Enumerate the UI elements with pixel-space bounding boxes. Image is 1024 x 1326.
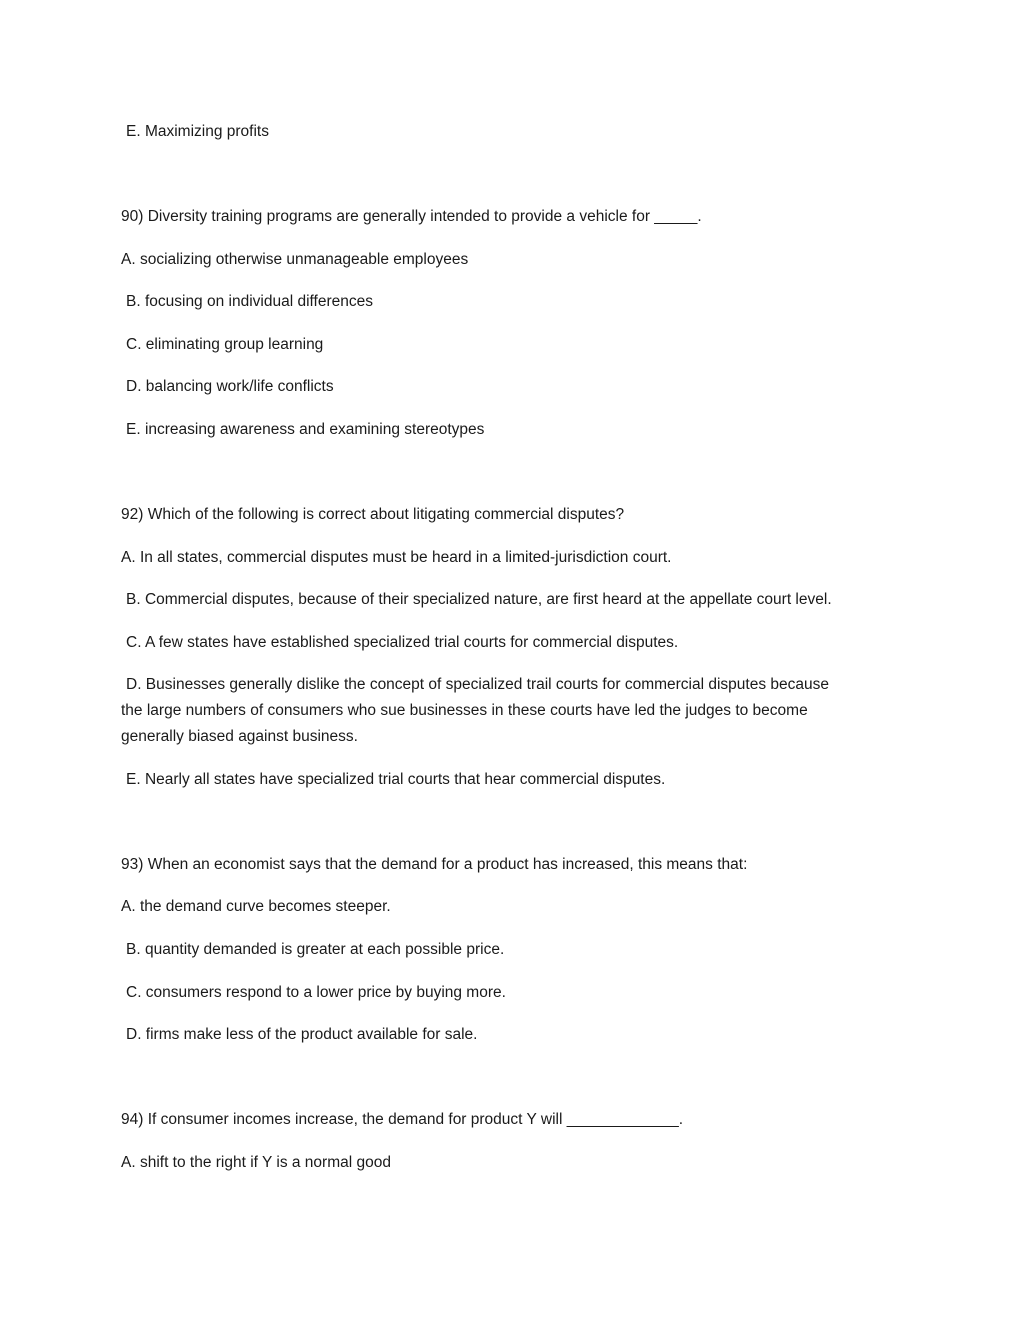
q92-option-d-line3: generally biased against business.: [121, 728, 358, 745]
q90-option-c: C. eliminating group learning: [126, 336, 324, 353]
q89-option-e: E. Maximizing profits: [126, 123, 269, 140]
q92-question: 92) Which of the following is correct about litigating commercial disputes?: [121, 506, 625, 523]
q90-option-e: E. increasing awareness and examining stereotypes: [126, 421, 485, 438]
q94-option-a: A. shift to the right if Y is a normal good: [121, 1154, 391, 1171]
q93-question: 93) When an economist says that the demand for a product has increased, this means that:: [121, 856, 748, 873]
q93-option-a: A. the demand curve becomes steeper.: [121, 898, 391, 915]
q92-option-c: C. A few states have established specialized trial courts for commercial disputes.: [126, 634, 679, 651]
q90-option-d: D. balancing work/life conflicts: [126, 378, 334, 395]
q92-option-a: A. In all states, commercial disputes must be heard in a limited-jurisdiction court.: [121, 549, 672, 566]
q92-option-b: B. Commercial disputes, because of their specialized nature, are first heard at the appellate court level.: [126, 591, 832, 608]
q92-option-d-line1: D. Businesses generally dislike the concept of specialized trail courts for commercial disputes because: [126, 676, 830, 693]
q93-option-c: C. consumers respond to a lower price by buying more.: [126, 984, 506, 1001]
q92-option-e: E. Nearly all states have specialized trial courts that hear commercial disputes.: [126, 771, 666, 788]
q90-option-a: A. socializing otherwise unmanageable employees: [121, 251, 469, 268]
q94-question: 94) If consumer incomes increase, the demand for product Y will _____________.: [121, 1111, 684, 1128]
q90-option-b: B. focusing on individual differences: [126, 293, 374, 310]
q93-option-b: B. quantity demanded is greater at each possible price.: [126, 941, 505, 958]
q92-option-d-line2: the large numbers of consumers who sue businesses in these courts have led the judges to become: [121, 702, 808, 719]
q90-question: 90) Diversity training programs are generally intended to provide a vehicle for _____.: [121, 208, 702, 225]
q93-option-d: D. firms make less of the product available for sale.: [126, 1026, 478, 1043]
